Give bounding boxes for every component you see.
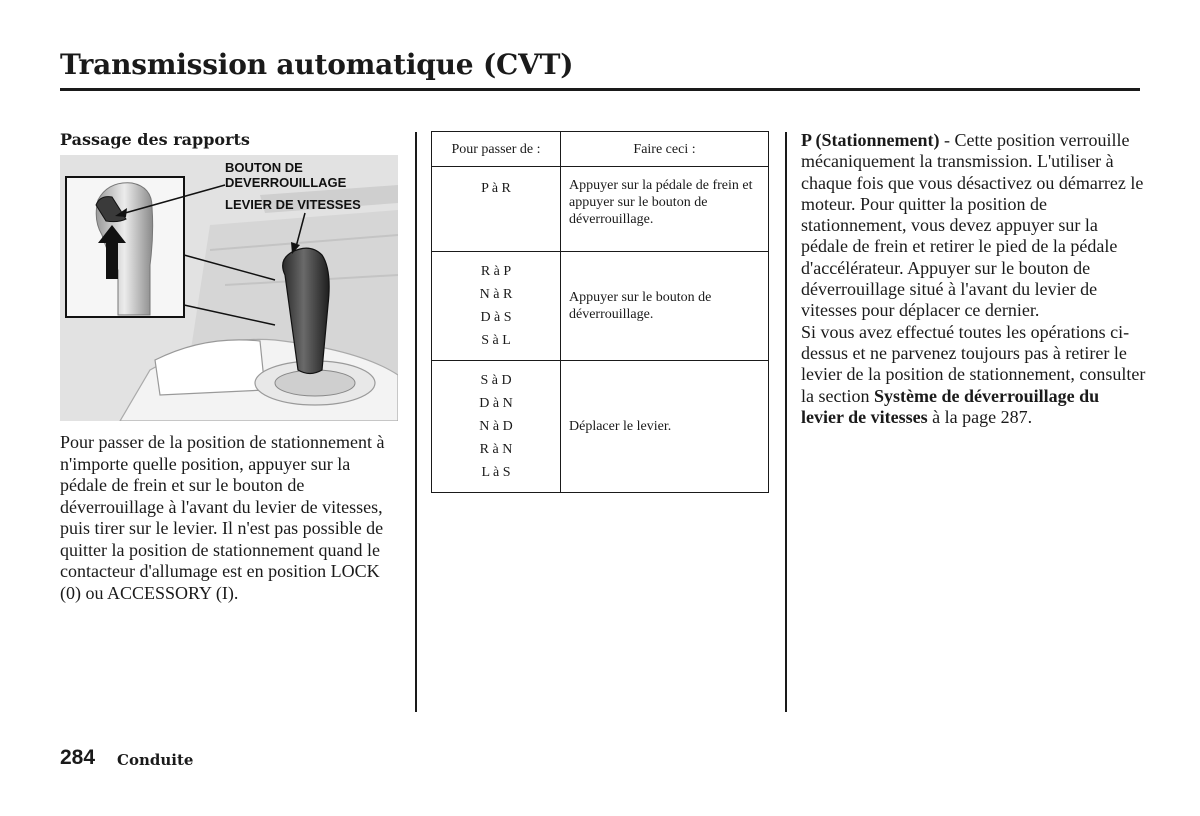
- move-label: S à L: [481, 333, 511, 348]
- table-row: [432, 361, 769, 493]
- section-heading: Passage des rapports: [60, 130, 250, 149]
- callout-unlock-button-line1: BOUTON DE: [225, 160, 303, 175]
- action-cell: Appuyer sur le bouton de déverrouillage.: [561, 252, 769, 361]
- move-label: N à R: [479, 287, 513, 302]
- action-cell: Appuyer sur la pédale de frein et appuyer sur le bouton de déverrouillage.: [561, 167, 769, 252]
- move-label: P à R: [481, 181, 511, 196]
- move-label: D à S: [480, 310, 512, 325]
- column-divider-left: [415, 132, 417, 712]
- shift-lever-illustration: [60, 155, 398, 421]
- action-cell: Déplacer le levier.: [561, 361, 769, 493]
- title-rule: [60, 88, 1140, 91]
- callout-unlock-button-line2: DEVERROUILLAGE: [225, 175, 347, 190]
- move-label: R à N: [479, 442, 513, 457]
- park-troubleshoot-text: Si vous avez effectué toutes les opérations ci-dessus et ne parvenez toujours pas à retirer le levier de la position de stationnement, consulter la section: [801, 321, 1146, 406]
- page-number: 284: [60, 746, 96, 769]
- park-description: [801, 130, 1146, 428]
- shift-table-header-row: [432, 132, 769, 167]
- table-row: [432, 167, 769, 252]
- page-title: Transmission automatique (CVT): [60, 48, 574, 81]
- move-label: S à D: [480, 373, 512, 388]
- moves-cell: [432, 361, 561, 493]
- park-title: P (Stationnement): [801, 130, 940, 150]
- moves-cell: [432, 252, 561, 361]
- footer-section-name: Conduite: [117, 751, 194, 769]
- header-action: Faire ceci :: [561, 132, 769, 167]
- shift-lock-release-reference: Système de déverrouillage du levier de vitesses: [801, 385, 1100, 427]
- moves-cell: [432, 167, 561, 252]
- park-text: - Cette position verrouille mécaniquement la transmission. L'utiliser à chaque fois que vous désactivez ou démarrez le moteur. Pour quitter la position de stationnement, vous devez appuyer sur la pédale de frein et retirer le pied de la pédale d'accélérateur. Appuyer sur le bouton de déverrouillage situé à l'avant du levier de vitesses pour déplacer ce dernier.: [801, 130, 1144, 321]
- shift-lever-drawing: [60, 155, 398, 421]
- column-divider-right: [785, 132, 787, 712]
- shift-instructions-paragraph: Pour passer de la position de stationnement à n'importe quelle position, appuyer sur la pédale de frein et sur le bouton de déverrouillage à l'avant du levier de vitesses, puis tirer sur le levier. Il n'est pas possible de quitter la position de stationnement quand le contacteur d'allumage est en position LOCK (0) ou ACCESSORY (I).: [60, 432, 385, 603]
- table-row: [432, 252, 769, 361]
- callout-unlock-button: [225, 160, 346, 190]
- move-label: D à N: [479, 396, 513, 411]
- header-from: Pour passer de :: [432, 132, 561, 167]
- page-reference-text: à la page 287.: [927, 406, 1033, 427]
- callout-shift-lever: LEVIER DE VITESSES: [225, 197, 361, 212]
- move-label: R à P: [480, 264, 512, 279]
- move-label: N à D: [479, 419, 513, 434]
- move-label: L à S: [481, 465, 511, 480]
- shift-table: [431, 131, 769, 493]
